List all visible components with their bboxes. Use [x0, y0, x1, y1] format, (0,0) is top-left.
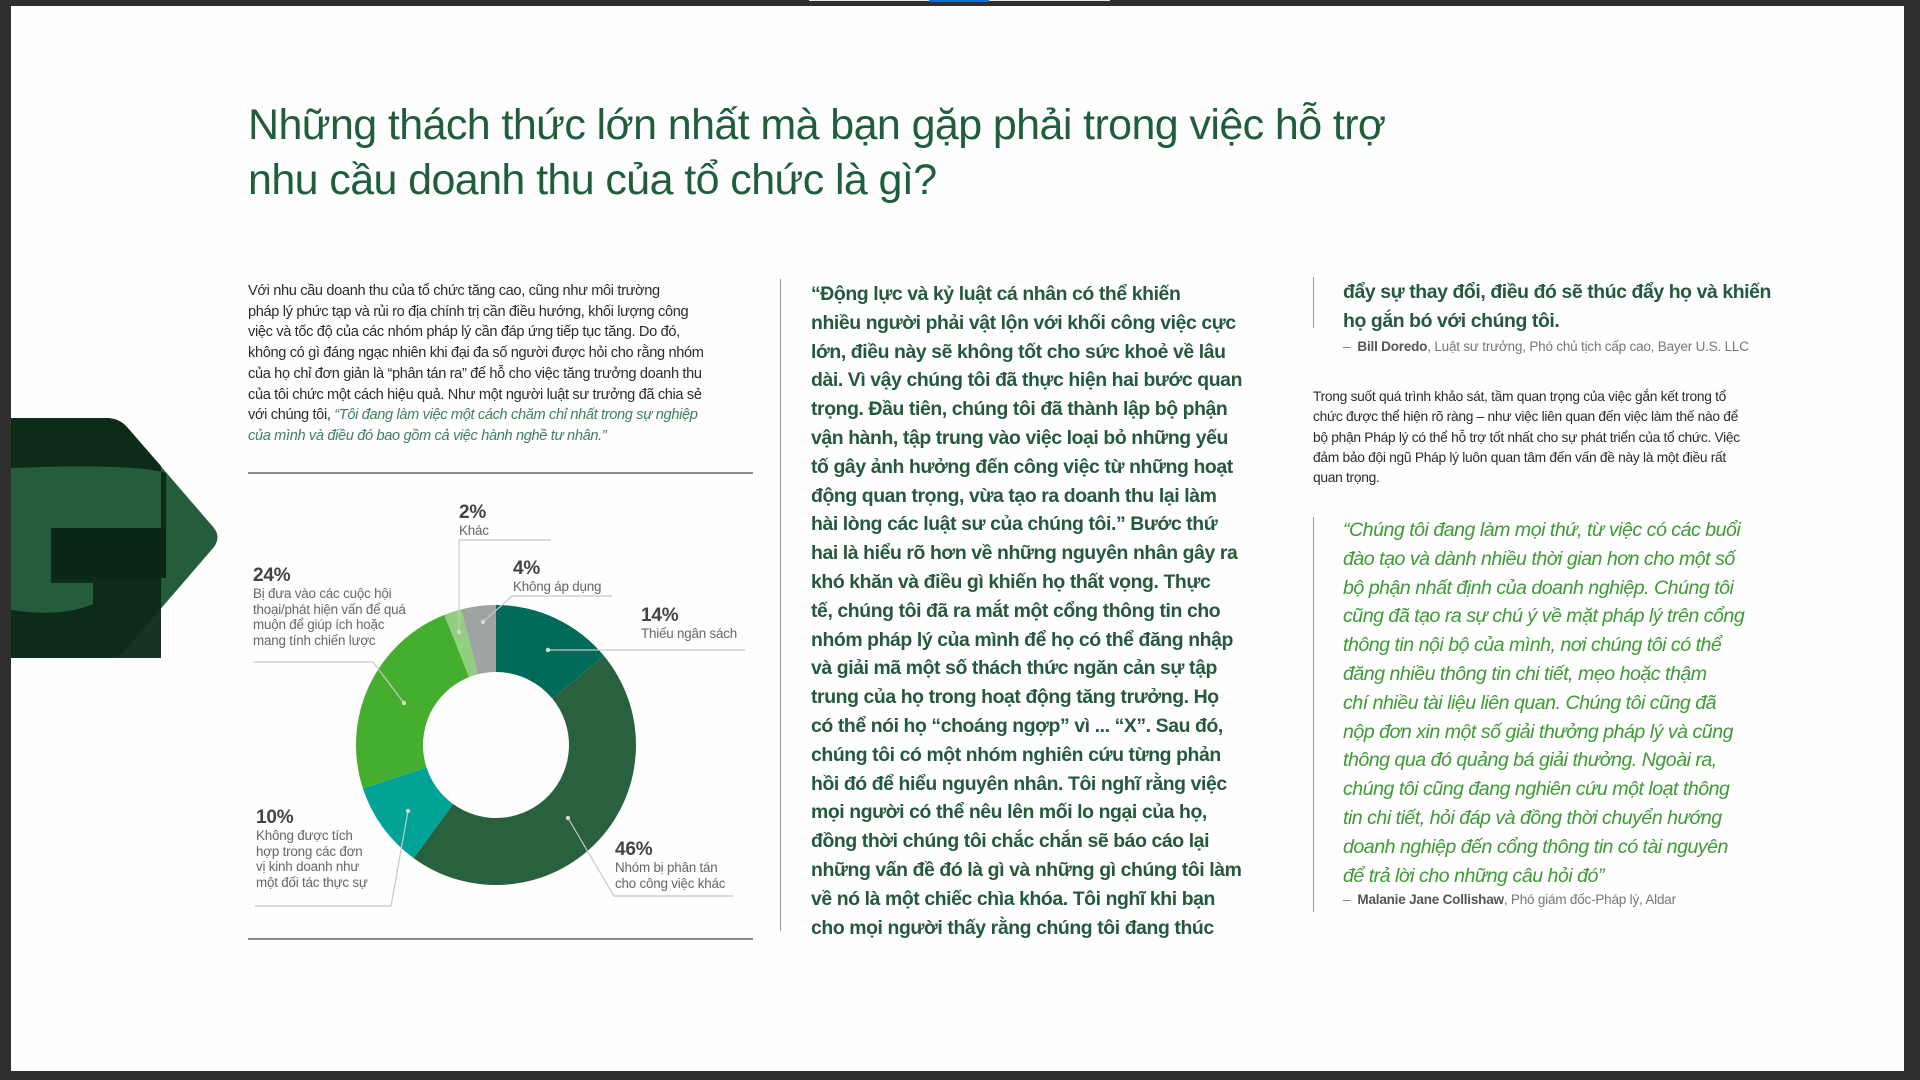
slice-label-distracted	[615, 840, 725, 891]
quote-line: về nó là một chiếc chìa khóa. Tôi nghĩ khi bạn	[811, 887, 1215, 910]
quote-line: đẩy sự thay đổi, điều đó sẽ thúc đẩy họ và khiến	[1343, 281, 1771, 303]
right-paragraph	[1313, 387, 1740, 488]
slice-percent: 2%	[459, 502, 487, 523]
quote-line: tin chi tiết, hỏi đáp và đồng thời chuyển hướng	[1343, 806, 1722, 829]
slice-desc: Không được tích	[256, 828, 353, 843]
quote-line: khó khăn và điều gì khiến họ thất vọng. Thực	[811, 570, 1211, 593]
attribution-dash: –	[1343, 339, 1351, 354]
quote-line: hai là hiểu rõ hơn về những nguyên nhân gây ra	[811, 542, 1238, 565]
quote-line: cũng đã tạo ra sự chú ý về mặt pháp lý trên cổng	[1343, 605, 1745, 628]
slice-desc: cho công việc khác	[615, 875, 726, 891]
attribution-role: , Phó giám đốc-Pháp lý, Aldar	[1503, 892, 1676, 907]
slice-percent: 46%	[615, 839, 653, 860]
slice-percent: 4%	[513, 558, 541, 579]
slice-label-other	[459, 503, 489, 539]
quote-line: doanh nghiệp đến cổng thông tin có tài nguyên	[1343, 835, 1728, 858]
quote-line: “Động lực và kỷ luật cá nhân có thể khiến	[811, 283, 1181, 305]
paragraph-line: chức được thể hiện rõ ràng – như việc liên quan đến việc làm thế nào để	[1313, 409, 1739, 425]
quote-line: nộp đơn xin một số giải thưởng pháp lý và cũng	[1343, 720, 1733, 743]
attribution-role: , Luật sư trưởng, Phó chủ tịch cấp cao, Bayer U.S. LLC	[1427, 339, 1749, 354]
quote-line: mọi người có thể nêu lên mối lo ngại của họ,	[811, 801, 1207, 824]
intro-line: pháp lý phức tạp và rủi ro địa chính trị cần điều hướng, khối lượng công	[248, 303, 689, 320]
attribution-dash: –	[1343, 892, 1351, 907]
slice-desc: hợp trong các đơn	[256, 843, 363, 859]
slice-desc: mang tính chiến lược	[253, 632, 376, 648]
slice-desc: Bị đưa vào các cuộc hội	[253, 586, 392, 601]
slice-desc: Khác	[459, 523, 489, 538]
quote-line: thông tin nội bộ của mình, nơi chúng tôi có thể	[1343, 634, 1722, 657]
intro-line: không có gì đáng ngạc nhiên khi đại đa số người được hỏi cho rằng nhóm	[248, 345, 704, 362]
title-line: nhu cầu doanh thu của tổ chức là gì?	[248, 156, 937, 204]
slice-desc: một đối tác thực sự	[256, 874, 368, 890]
leader-dot	[457, 630, 461, 634]
slice-percent: 24%	[253, 565, 291, 586]
quote-rule	[1313, 277, 1314, 328]
intro-line: Với nhu cầu doanh thu của tổ chức tăng cao, cũng như môi trường	[248, 283, 660, 299]
attribution-name: Malanie Jane Collishaw	[1357, 892, 1504, 907]
quote-line: bộ phận nhất định của doanh nghiệp. Chúng tôi	[1343, 576, 1734, 599]
intro-inline-quote: “Tôi đang làm việc một cách chăm chỉ nhất trong sự nghiệp	[334, 407, 698, 424]
quote-line: trung của họ trong hoạt động tăng trưởng. Họ	[811, 686, 1219, 709]
slice-label-not-applicable	[513, 559, 601, 595]
quote-line: nhiều người phải vật lộn với khối công việc cực	[811, 311, 1236, 334]
leader-dot	[546, 648, 550, 652]
slice-desc: thoại/phát hiện vấn để quá	[253, 601, 406, 617]
quote-line: vận hành, tập trung vào việc loại bỏ những yếu	[811, 426, 1228, 449]
slice-percent: 14%	[641, 605, 679, 626]
slice-label-late-involvement	[253, 566, 406, 648]
quote-line: thông qua đó quảng bá giải thưởng. Ngoài ra,	[1343, 749, 1717, 772]
leader-dot	[566, 816, 570, 820]
quote-line: tế, chúng tôi đã ra mắt một cổng thông tin cho	[811, 599, 1221, 622]
quote-line: trọng. Đầu tiên, chúng tôi đã thành lập bộ phận	[811, 398, 1228, 421]
quote-line: động quan trọng, vừa tạo ra doanh thu lại làm	[811, 484, 1217, 507]
leader-dot	[402, 701, 406, 705]
quote-attribution-doredo	[1343, 339, 1749, 354]
paragraph-line: Trong suốt quá trình khảo sát, tầm quan trọng của việc gắn kết trong tổ	[1313, 389, 1727, 404]
paragraph-line: quan trọng.	[1313, 470, 1380, 486]
quote-line: và giải mã một số thách thức ngăn cản sự tập	[811, 657, 1217, 680]
viewer-scrollbar-thumb[interactable]	[929, 0, 989, 2]
quote-line: những vấn đề đó là gì và những gì chúng tôi làm	[811, 858, 1242, 881]
column-divider	[780, 279, 781, 931]
quote-line: họ gắn bó với chúng tôi.	[1343, 309, 1560, 332]
quote-line: đồng thời chúng tôi chắc chắn sẽ báo cáo lại	[811, 830, 1210, 853]
quote-line: nhóm pháp lý của mình để họ có thể đăng nhập	[811, 628, 1233, 651]
leader-dot	[481, 620, 485, 624]
quote-line: chúng tôi cũng đang nghiên cứu một loạt thông	[1343, 778, 1730, 801]
slice-desc: Nhóm bị phân tán	[615, 860, 718, 875]
quote-line: đào tạo và dành nhiều thời gian hơn cho một số	[1343, 547, 1735, 570]
quote-line: tố gây ảnh hưởng đến công việc từ những hoạt	[811, 455, 1233, 478]
quote-line: chúng tôi có một nhóm nghiên cứu từng phản	[811, 743, 1221, 766]
leader-dot	[406, 809, 410, 813]
paragraph-line: đảm bảo đội ngũ Pháp lý luôn quan tâm đến vấn đề này là một điều rất	[1313, 449, 1726, 465]
slice-desc: muộn để giúp ích hoặc	[253, 617, 385, 633]
quote-line: cho mọi người thấy rằng chúng tôi đang thúc	[811, 916, 1214, 939]
slice-label-budget	[641, 606, 737, 642]
document-page	[11, 6, 1904, 1071]
quote-line: hồi đó để hiểu nguyên nhân. Tôi nghĩ rằng việc	[811, 772, 1227, 795]
intro-text: với chúng tôi,	[248, 407, 335, 424]
quote-rule	[1313, 517, 1314, 912]
intro-line: việc và tốc độ của các nhóm pháp lý cần đáp ứng tiếp tục tăng. Do đó,	[248, 324, 680, 341]
slice-percent: 10%	[256, 807, 294, 828]
pull-quote-doredo-continued	[1343, 278, 1771, 335]
quote-line: lớn, điều này sẽ không tốt cho sức khoẻ về lâu	[811, 340, 1226, 363]
quote-line: chí nhiều tài liệu liên quan. Chúng tôi cũng đã	[1343, 691, 1717, 714]
quote-attribution-collishaw	[1343, 892, 1676, 907]
slice-desc: vị kinh doanh như	[256, 859, 360, 875]
quote-line: “Chúng tôi đang làm mọi thứ, từ việc có các buổi	[1343, 519, 1741, 541]
title-line: Những thách thức lớn nhất mà bạn gặp phải trong việc hỗ trợ	[248, 101, 1386, 149]
slice-desc: Thiếu ngân sách	[641, 626, 738, 641]
pull-quote-collishaw	[1343, 516, 1744, 890]
quote-line: hài lòng các luật sư của chúng tôi.” Bước thứ	[811, 513, 1218, 536]
slice-desc: Không áp dụng	[513, 579, 602, 594]
quote-line: có thể nói họ “choáng ngợp” vì ... “X”. Sau đó,	[811, 714, 1223, 737]
intro-inline-quote: của mình và điều đó bao gồm cả việc hành nghề tư nhân.”	[248, 427, 607, 444]
quote-line: đăng nhiều thông tin chi tiết, mẹo hoặc thậm	[1343, 662, 1707, 685]
pull-quote-doredo	[811, 280, 1242, 942]
quote-line: dài. Vì vậy chúng tôi đã thực hiện hai bước quan	[811, 369, 1243, 392]
attribution-name: Bill Doredo	[1357, 339, 1428, 354]
quote-line: để trả lời cho những câu hỏi đó”	[1343, 864, 1604, 887]
paragraph-line: bộ phận Pháp lý có thể hỗ trợ tốt nhất cho sự phát triển của tổ chức. Việc	[1313, 429, 1740, 445]
slice-label-not-integrated	[256, 808, 368, 890]
intro-line: của tôi chức một cách hiệu quả. Như một người luật sư trưởng đã chia sẻ	[248, 386, 702, 403]
intro-line: của họ chỉ đơn giản là “phân tán ra” để hỗ cho việc tăng trưởng doanh thu	[248, 365, 702, 382]
